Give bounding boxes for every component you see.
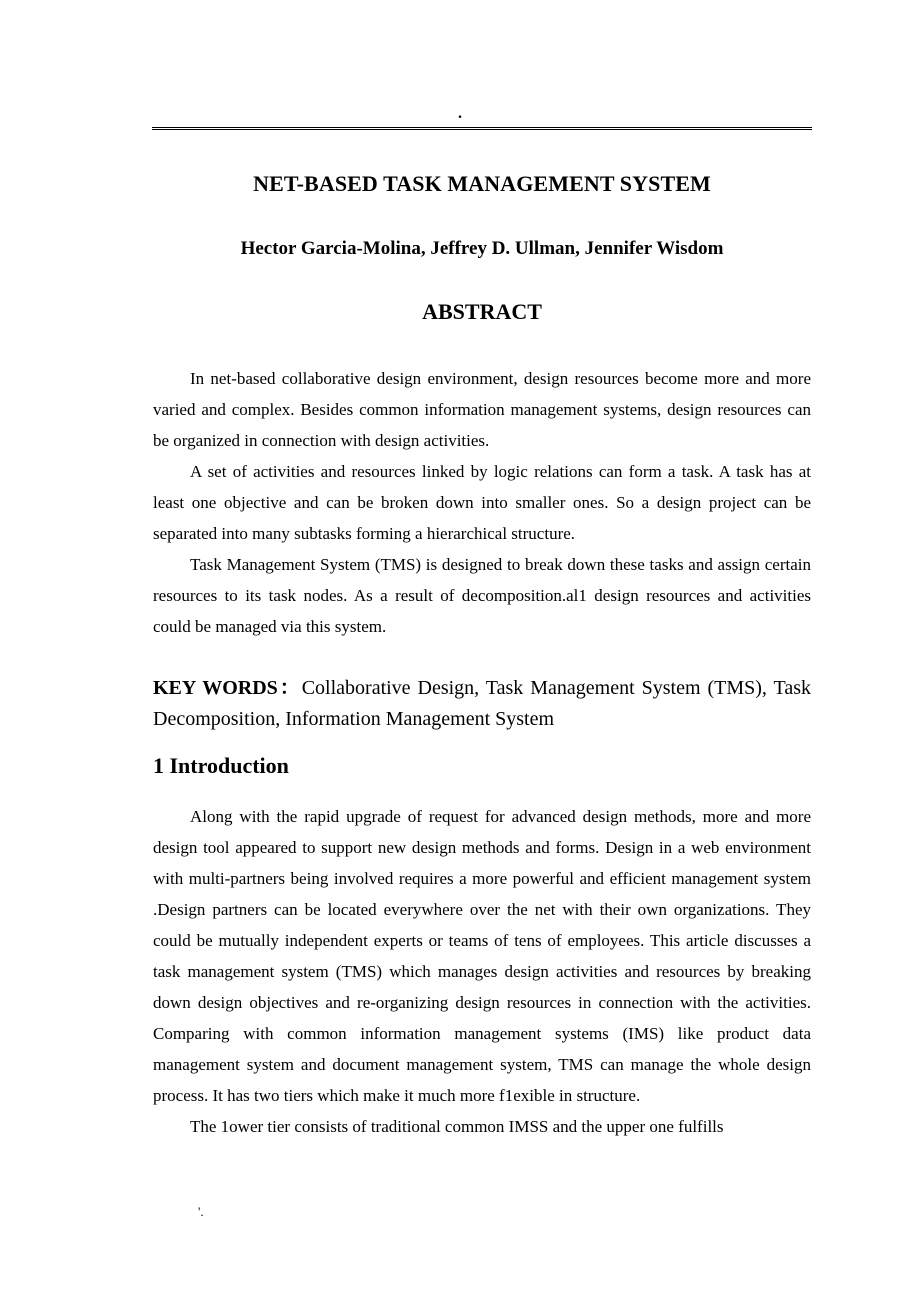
- section-heading-introduction: 1 Introduction: [153, 753, 289, 778]
- abstract-paragraph: Task Management System (TMS) is designed to break down these tasks and assign certain resources to its task nodes. As a result of decomposition.al1 design resources and activities could be managed via this system.: [153, 555, 811, 636]
- paper-title: NET-BASED TASK MANAGEMENT SYSTEM: [253, 171, 711, 196]
- introduction-paragraph: Along with the rapid upgrade of request for advanced design methods, more and more design tool appeared to support new design methods and forms. Design in a web environment with multi-partners being involved requires a more powerful and efficient management system .Design partners can be located everywhere over the net with their own organizations. They could be mutually independent experts or teams of tens of employees. This article discusses a task management system (TMS) which manages design activities and resources by breaking down design objectives and re-organizing design resources in connection with the activities. Comparing with common information management systems (IMS) like product data management system and document management system, TMS can manage the whole design process. It has two tiers which make it much more f1exible in structure.: [153, 807, 811, 1105]
- abstract-heading: ABSTRACT: [422, 299, 542, 324]
- keywords: [153, 673, 811, 735]
- abstract-paragraph: In net-based collaborative design environment, design resources become more and more varied and complex. Besides common information management systems, design resources can be organized in connection with design activities.: [153, 369, 811, 450]
- header-mark: .: [458, 105, 462, 122]
- author-list: Hector Garcia-Molina, Jeffrey D. Ullman, Jennifer Wisdom: [240, 238, 724, 259]
- header-rule: [152, 127, 812, 130]
- introduction-body: [153, 801, 811, 1142]
- abstract-body: [153, 363, 811, 642]
- abstract-paragraph: A set of activities and resources linked by logic relations can form a task. A task has at least one objective and can be broken down into smaller ones. So a design project can be separated into many subtasks forming a hierarchical structure.: [153, 462, 811, 543]
- footer-mark: '.: [198, 1204, 204, 1219]
- introduction-paragraph: The 1ower tier consists of traditional common IMSS and the upper one fulfills: [190, 1117, 724, 1136]
- keywords-text: Collaborative Design, Task Management System (TMS), Task Decomposition, Information Management System: [153, 677, 811, 730]
- keywords-label: KEY WORDS：: [153, 677, 302, 699]
